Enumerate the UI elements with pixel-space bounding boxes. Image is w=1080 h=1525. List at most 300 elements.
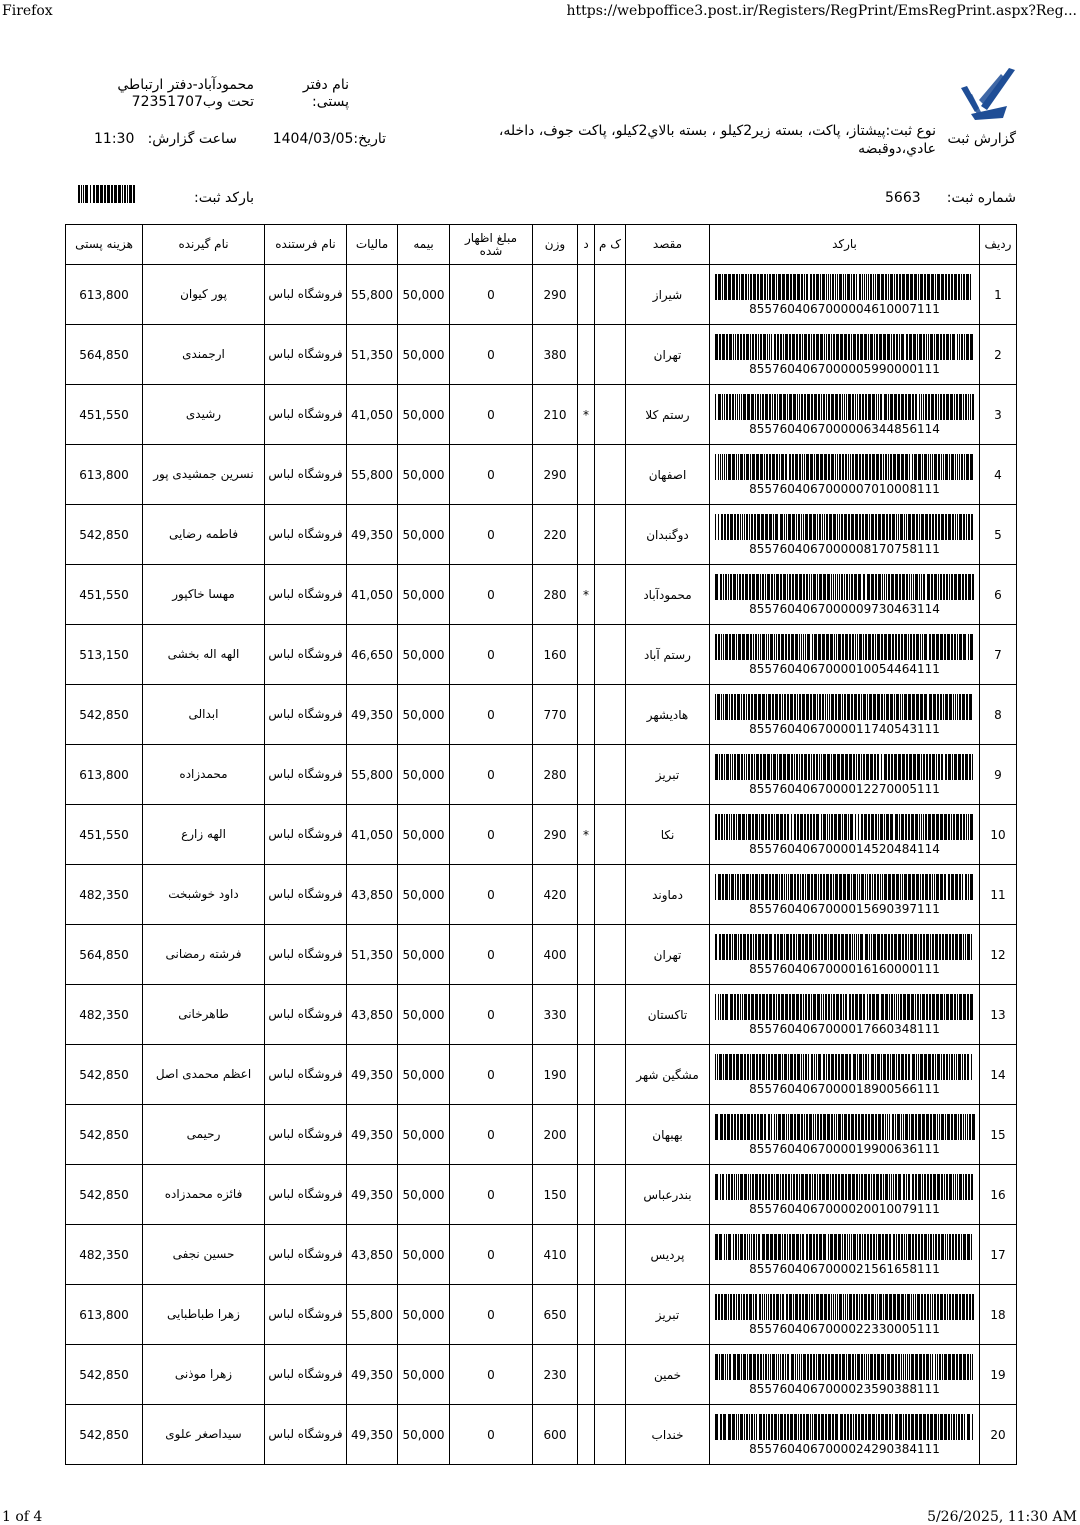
km-cell (595, 1165, 626, 1225)
shipment-barcode-image (715, 334, 975, 360)
destination-cell: دماوند (626, 865, 710, 925)
barcode-cell (710, 685, 980, 745)
destination-cell: رستم آباد (626, 625, 710, 685)
barcode-cell (710, 1285, 980, 1345)
barcode-cell (710, 625, 980, 685)
table-row (66, 1405, 1017, 1465)
d-cell: * (578, 385, 595, 445)
weight-cell: 420 (533, 865, 578, 925)
row-number-cell: 5 (980, 505, 1017, 565)
row-number-cell: 2 (980, 325, 1017, 385)
row-number-cell: 14 (980, 1045, 1017, 1105)
km-cell (595, 685, 626, 745)
row-number-cell: 1 (980, 265, 1017, 325)
declared-value-cell: 0 (450, 745, 533, 805)
registrations-table (65, 224, 1017, 1465)
header-insurance: بیمه (398, 225, 450, 265)
table-row (66, 925, 1017, 985)
table-row (66, 565, 1017, 625)
sender-cell: فروشگاه لباس (265, 325, 347, 385)
row-number-cell: 18 (980, 1285, 1017, 1345)
insurance-cell: 50,000 (398, 325, 450, 385)
postal-cost-cell: 542,850 (66, 1045, 143, 1105)
reg-number-value: 5663 (885, 190, 921, 206)
row-number-cell: 12 (980, 925, 1017, 985)
shipment-barcode-image (715, 514, 975, 540)
declared-value-cell: 0 (450, 1345, 533, 1405)
sender-cell: فروشگاه لباس (265, 985, 347, 1045)
registration-type-line2: عادي،دوقبضه (858, 141, 936, 157)
barcode-cell (710, 565, 980, 625)
weight-cell: 330 (533, 985, 578, 1045)
shipment-barcode-image (715, 754, 975, 780)
header-barcode: بارکد (710, 225, 980, 265)
postal-cost-cell: 451,550 (66, 565, 143, 625)
reg-number-label: شماره ثبت: (946, 190, 1016, 206)
barcode-number: 8557604067000014520484114 (749, 842, 940, 856)
row-number-cell: 7 (980, 625, 1017, 685)
table-row (66, 985, 1017, 1045)
sender-cell: فروشگاه لباس (265, 745, 347, 805)
tax-cell: 49,350 (347, 1405, 398, 1465)
barcode-number: 8557604067000024290384111 (749, 1442, 940, 1456)
header-row-no: ردیف (980, 225, 1017, 265)
shipment-barcode-image (715, 394, 975, 420)
insurance-cell: 50,000 (398, 1165, 450, 1225)
sender-cell: فروشگاه لباس (265, 1285, 347, 1345)
insurance-cell: 50,000 (398, 625, 450, 685)
receiver-cell: ابدالی (143, 685, 265, 745)
tax-cell: 43,850 (347, 1225, 398, 1285)
barcode-cell (710, 865, 980, 925)
header-cost: هزینه پستی (66, 225, 143, 265)
row-number-cell: 19 (980, 1345, 1017, 1405)
weight-cell: 600 (533, 1405, 578, 1465)
destination-cell: خنداب (626, 1405, 710, 1465)
sender-cell: فروشگاه لباس (265, 1165, 347, 1225)
postal-cost-cell: 564,850 (66, 325, 143, 385)
weight-cell: 410 (533, 1225, 578, 1285)
weight-cell: 380 (533, 325, 578, 385)
km-cell (595, 985, 626, 1045)
table-row (66, 1225, 1017, 1285)
report-time-value: 11:30 (94, 131, 135, 147)
insurance-cell: 50,000 (398, 685, 450, 745)
weight-cell: 190 (533, 1045, 578, 1105)
destination-cell: اصفهان (626, 445, 710, 505)
row-number-cell: 6 (980, 565, 1017, 625)
barcode-cell (710, 805, 980, 865)
office-name: محمودآباد-دفتر ارتباطي (117, 77, 254, 93)
sender-cell: فروشگاه لباس (265, 1225, 347, 1285)
postal-cost-cell: 513,150 (66, 625, 143, 685)
shipment-barcode-image (715, 634, 975, 660)
row-number-cell: 8 (980, 685, 1017, 745)
destination-cell: تهران (626, 325, 710, 385)
d-cell (578, 1045, 595, 1105)
table-row (66, 865, 1017, 925)
destination-cell: بهبهان (626, 1105, 710, 1165)
destination-cell: محمودآباد (626, 565, 710, 625)
postal-cost-cell: 451,550 (66, 385, 143, 445)
post-logo-icon (957, 66, 1017, 122)
row-number-cell: 11 (980, 865, 1017, 925)
receiver-cell: محمدزاده (143, 745, 265, 805)
barcode-number: 8557604067000005990000111 (749, 362, 940, 376)
header-km: ک م (595, 225, 626, 265)
receiver-cell: الهه زارع (143, 805, 265, 865)
row-number-cell: 17 (980, 1225, 1017, 1285)
row-number-cell: 9 (980, 745, 1017, 805)
table-row (66, 805, 1017, 865)
weight-cell: 220 (533, 505, 578, 565)
declared-value-cell: 0 (450, 565, 533, 625)
row-number-cell: 20 (980, 1405, 1017, 1465)
row-number-cell: 3 (980, 385, 1017, 445)
sender-cell: فروشگاه لباس (265, 1045, 347, 1105)
km-cell (595, 565, 626, 625)
declared-value-cell: 0 (450, 325, 533, 385)
sender-cell: فروشگاه لباس (265, 565, 347, 625)
d-cell (578, 265, 595, 325)
receiver-cell: مهسا خاکپور (143, 565, 265, 625)
destination-cell: دوگنبدان (626, 505, 710, 565)
tax-cell: 46,650 (347, 625, 398, 685)
barcode-number: 8557604067000019900636111 (749, 1142, 940, 1156)
header-weight: وزن (533, 225, 578, 265)
km-cell (595, 1225, 626, 1285)
tax-cell: 41,050 (347, 565, 398, 625)
sender-cell: فروشگاه لباس (265, 865, 347, 925)
weight-cell: 280 (533, 565, 578, 625)
receiver-cell: سیداصغر علوی (143, 1405, 265, 1465)
row-number-cell: 4 (980, 445, 1017, 505)
row-number-cell: 15 (980, 1105, 1017, 1165)
km-cell (595, 1345, 626, 1405)
receiver-cell: رحیمی (143, 1105, 265, 1165)
header-d: د (578, 225, 595, 265)
d-cell (578, 1285, 595, 1345)
insurance-cell: 50,000 (398, 265, 450, 325)
tax-cell: 49,350 (347, 1345, 398, 1405)
barcode-number: 8557604067000008170758111 (749, 542, 940, 556)
d-cell (578, 685, 595, 745)
row-number-cell: 10 (980, 805, 1017, 865)
report-title: گزارش ثبت (947, 131, 1016, 147)
receiver-cell: فرشته رمضانی (143, 925, 265, 985)
km-cell (595, 925, 626, 985)
table-row (66, 505, 1017, 565)
weight-cell: 230 (533, 1345, 578, 1405)
sender-cell: فروشگاه لباس (265, 1405, 347, 1465)
d-cell (578, 865, 595, 925)
d-cell (578, 445, 595, 505)
insurance-cell: 50,000 (398, 865, 450, 925)
tax-cell: 43,850 (347, 865, 398, 925)
sender-cell: فروشگاه لباس (265, 1345, 347, 1405)
km-cell (595, 505, 626, 565)
shipment-barcode-image (715, 1234, 975, 1260)
insurance-cell: 50,000 (398, 985, 450, 1045)
insurance-cell: 50,000 (398, 505, 450, 565)
barcode-cell (710, 445, 980, 505)
declared-value-cell: 0 (450, 805, 533, 865)
table-row (66, 1165, 1017, 1225)
d-cell (578, 985, 595, 1045)
destination-cell: تهران (626, 925, 710, 985)
sender-cell: فروشگاه لباس (265, 925, 347, 985)
row-number-cell: 16 (980, 1165, 1017, 1225)
table-row (66, 625, 1017, 685)
barcode-number: 8557604067000015690397111 (749, 902, 940, 916)
insurance-cell: 50,000 (398, 745, 450, 805)
tax-cell: 55,800 (347, 445, 398, 505)
table-header-row (66, 225, 1017, 265)
browser-app-name: Firefox (2, 3, 53, 19)
destination-cell: نکا (626, 805, 710, 865)
km-cell (595, 1285, 626, 1345)
tax-cell: 43,850 (347, 985, 398, 1045)
declared-value-cell: 0 (450, 1405, 533, 1465)
shipment-barcode-image (715, 1114, 975, 1140)
table-row (66, 385, 1017, 445)
receiver-cell: زهرا طباطبایی (143, 1285, 265, 1345)
declared-value-cell: 0 (450, 985, 533, 1045)
table-row (66, 1345, 1017, 1405)
barcode-number: 8557604067000016160000111 (749, 962, 940, 976)
declared-value-cell: 0 (450, 1045, 533, 1105)
tax-cell: 49,350 (347, 1045, 398, 1105)
barcode-number: 8557604067000010054464111 (749, 662, 940, 676)
postal-cost-cell: 613,800 (66, 745, 143, 805)
tax-cell: 49,350 (347, 1165, 398, 1225)
weight-cell: 290 (533, 805, 578, 865)
destination-cell: مشگین شهر (626, 1045, 710, 1105)
d-cell (578, 1405, 595, 1465)
barcode-number: 8557604067000023590388111 (749, 1382, 940, 1396)
shipment-barcode-image (715, 1414, 975, 1440)
barcode-cell (710, 385, 980, 445)
barcode-number: 8557604067000006344856114 (749, 422, 940, 436)
receiver-cell: نسرین جمشیدی پور (143, 445, 265, 505)
barcode-number: 8557604067000017660348111 (749, 1022, 940, 1036)
weight-cell: 290 (533, 265, 578, 325)
shipment-barcode-image (715, 1054, 975, 1080)
header-destination: مقصد (626, 225, 710, 265)
destination-cell: تاکستان (626, 985, 710, 1045)
receiver-cell: الهه اله بخشی (143, 625, 265, 685)
table-row (66, 265, 1017, 325)
barcode-number: 8557604067000020010079111 (749, 1202, 940, 1216)
tax-cell: 55,800 (347, 1285, 398, 1345)
postal-cost-cell: 613,800 (66, 1285, 143, 1345)
table-row (66, 1045, 1017, 1105)
tax-cell: 41,050 (347, 805, 398, 865)
tax-cell: 49,350 (347, 1105, 398, 1165)
office-name-2: تحت وب72351707 (131, 94, 254, 110)
page-url: https://webpoffice3.post.ir/Registers/RegPrint/EmsRegPrint.aspx?Reg... (566, 3, 1077, 19)
barcode-number: 8557604067000011740543111 (749, 722, 940, 736)
barcode-cell (710, 1345, 980, 1405)
barcode-number: 8557604067000004610007111 (749, 302, 940, 316)
declared-value-cell: 0 (450, 685, 533, 745)
print-datetime: 5/26/2025, 11:30 AM (927, 1509, 1077, 1525)
receiver-cell: طاهرخانی (143, 985, 265, 1045)
insurance-cell: 50,000 (398, 445, 450, 505)
km-cell (595, 445, 626, 505)
km-cell (595, 325, 626, 385)
destination-cell: تبریز (626, 1285, 710, 1345)
receiver-cell: فائزه محمدزاده (143, 1165, 265, 1225)
row-number-cell: 13 (980, 985, 1017, 1045)
receiver-cell: حسین نجفی (143, 1225, 265, 1285)
shipment-barcode-image (715, 1294, 975, 1320)
destination-cell: بندرعباس (626, 1165, 710, 1225)
header-tax: مالیات (347, 225, 398, 265)
shipment-barcode-image (715, 1174, 975, 1200)
declared-value-cell: 0 (450, 865, 533, 925)
postal-cost-cell: 542,850 (66, 1345, 143, 1405)
declared-value-cell: 0 (450, 265, 533, 325)
reg-barcode-label: بارکد ثبت: (194, 190, 254, 206)
shipment-barcode-image (715, 994, 975, 1020)
sender-cell: فروشگاه لباس (265, 805, 347, 865)
barcode-number: 8557604067000012270005111 (749, 782, 940, 796)
declared-value-cell: 0 (450, 1105, 533, 1165)
barcode-cell (710, 265, 980, 325)
barcode-cell (710, 1045, 980, 1105)
d-cell (578, 1105, 595, 1165)
sender-cell: فروشگاه لباس (265, 1105, 347, 1165)
table-row (66, 1285, 1017, 1345)
sender-cell: فروشگاه لباس (265, 445, 347, 505)
shipment-barcode-image (715, 274, 975, 300)
km-cell (595, 745, 626, 805)
declared-value-cell: 0 (450, 505, 533, 565)
km-cell (595, 1045, 626, 1105)
receiver-cell: اعظم محمدی اصل (143, 1045, 265, 1105)
tax-cell: 49,350 (347, 505, 398, 565)
d-cell (578, 745, 595, 805)
sender-cell: فروشگاه لباس (265, 385, 347, 445)
barcode-number: 8557604067000007010008111 (749, 482, 940, 496)
tax-cell: 51,350 (347, 325, 398, 385)
shipment-barcode-image (715, 1354, 975, 1380)
d-cell (578, 1345, 595, 1405)
barcode-cell (710, 505, 980, 565)
table-row (66, 445, 1017, 505)
barcode-number: 8557604067000018900566111 (749, 1082, 940, 1096)
barcode-cell (710, 1225, 980, 1285)
destination-cell: تبریز (626, 745, 710, 805)
weight-cell: 150 (533, 1165, 578, 1225)
registration-type: نوع ثبت:پیشتاز، پاکت، بسته زیر2کیلو ، بسته بالاي2کیلو، پاکت جوف، داخله، (498, 123, 936, 139)
insurance-cell: 50,000 (398, 565, 450, 625)
km-cell (595, 805, 626, 865)
receiver-cell: رشیدی (143, 385, 265, 445)
barcode-cell (710, 325, 980, 385)
office-label-2: پستی: (312, 94, 349, 110)
insurance-cell: 50,000 (398, 1405, 450, 1465)
declared-value-cell: 0 (450, 385, 533, 445)
declared-value-cell: 0 (450, 925, 533, 985)
km-cell (595, 865, 626, 925)
weight-cell: 770 (533, 685, 578, 745)
sender-cell: فروشگاه لباس (265, 685, 347, 745)
report-time-label: ساعت گزارش: (147, 131, 237, 147)
weight-cell: 210 (533, 385, 578, 445)
d-cell: * (578, 565, 595, 625)
tax-cell: 41,050 (347, 385, 398, 445)
shipment-barcode-image (715, 454, 975, 480)
d-cell (578, 1225, 595, 1285)
barcode-number: 8557604067000021561658111 (749, 1262, 940, 1276)
tax-cell: 51,350 (347, 925, 398, 985)
destination-cell: رستم کلا (626, 385, 710, 445)
km-cell (595, 1405, 626, 1465)
postal-cost-cell: 482,350 (66, 985, 143, 1045)
receiver-cell: ارجمندی (143, 325, 265, 385)
d-cell (578, 1165, 595, 1225)
declared-value-cell: 0 (450, 625, 533, 685)
page-indicator: 1 of 4 (2, 1509, 43, 1525)
receiver-cell: پور کیوان (143, 265, 265, 325)
table-row (66, 1105, 1017, 1165)
shipment-barcode-image (715, 874, 975, 900)
tax-cell: 49,350 (347, 685, 398, 745)
office-label: نام دفتر (302, 77, 349, 93)
insurance-cell: 50,000 (398, 1225, 450, 1285)
weight-cell: 160 (533, 625, 578, 685)
shipment-barcode-image (715, 814, 975, 840)
barcode-number: 8557604067000009730463114 (749, 602, 940, 616)
declared-value-cell: 0 (450, 1225, 533, 1285)
destination-cell: پردیس (626, 1225, 710, 1285)
insurance-cell: 50,000 (398, 925, 450, 985)
barcode-cell (710, 985, 980, 1045)
weight-cell: 280 (533, 745, 578, 805)
insurance-cell: 50,000 (398, 1345, 450, 1405)
receiver-cell: زهرا موذنی (143, 1345, 265, 1405)
sender-cell: فروشگاه لباس (265, 505, 347, 565)
barcode-number: 8557604067000022330005111 (749, 1322, 940, 1336)
postal-cost-cell: 564,850 (66, 925, 143, 985)
tax-cell: 55,800 (347, 745, 398, 805)
sender-cell: فروشگاه لباس (265, 265, 347, 325)
weight-cell: 650 (533, 1285, 578, 1345)
km-cell (595, 265, 626, 325)
declared-value-cell: 0 (450, 445, 533, 505)
declared-value-cell: 0 (450, 1165, 533, 1225)
insurance-cell: 50,000 (398, 1045, 450, 1105)
destination-cell: هادیشهر (626, 685, 710, 745)
postal-cost-cell: 482,350 (66, 1225, 143, 1285)
insurance-cell: 50,000 (398, 385, 450, 445)
postal-cost-cell: 482,350 (66, 865, 143, 925)
table-row (66, 745, 1017, 805)
postal-cost-cell: 542,850 (66, 685, 143, 745)
barcode-cell (710, 1105, 980, 1165)
postal-cost-cell: 542,850 (66, 505, 143, 565)
barcode-cell (710, 925, 980, 985)
postal-cost-cell: 451,550 (66, 805, 143, 865)
tax-cell: 55,800 (347, 265, 398, 325)
km-cell (595, 1105, 626, 1165)
header-sender: نام فرستنده (265, 225, 347, 265)
report-date: تاریخ:1404/03/05 (272, 131, 386, 147)
registration-barcode (78, 185, 136, 203)
d-cell (578, 625, 595, 685)
